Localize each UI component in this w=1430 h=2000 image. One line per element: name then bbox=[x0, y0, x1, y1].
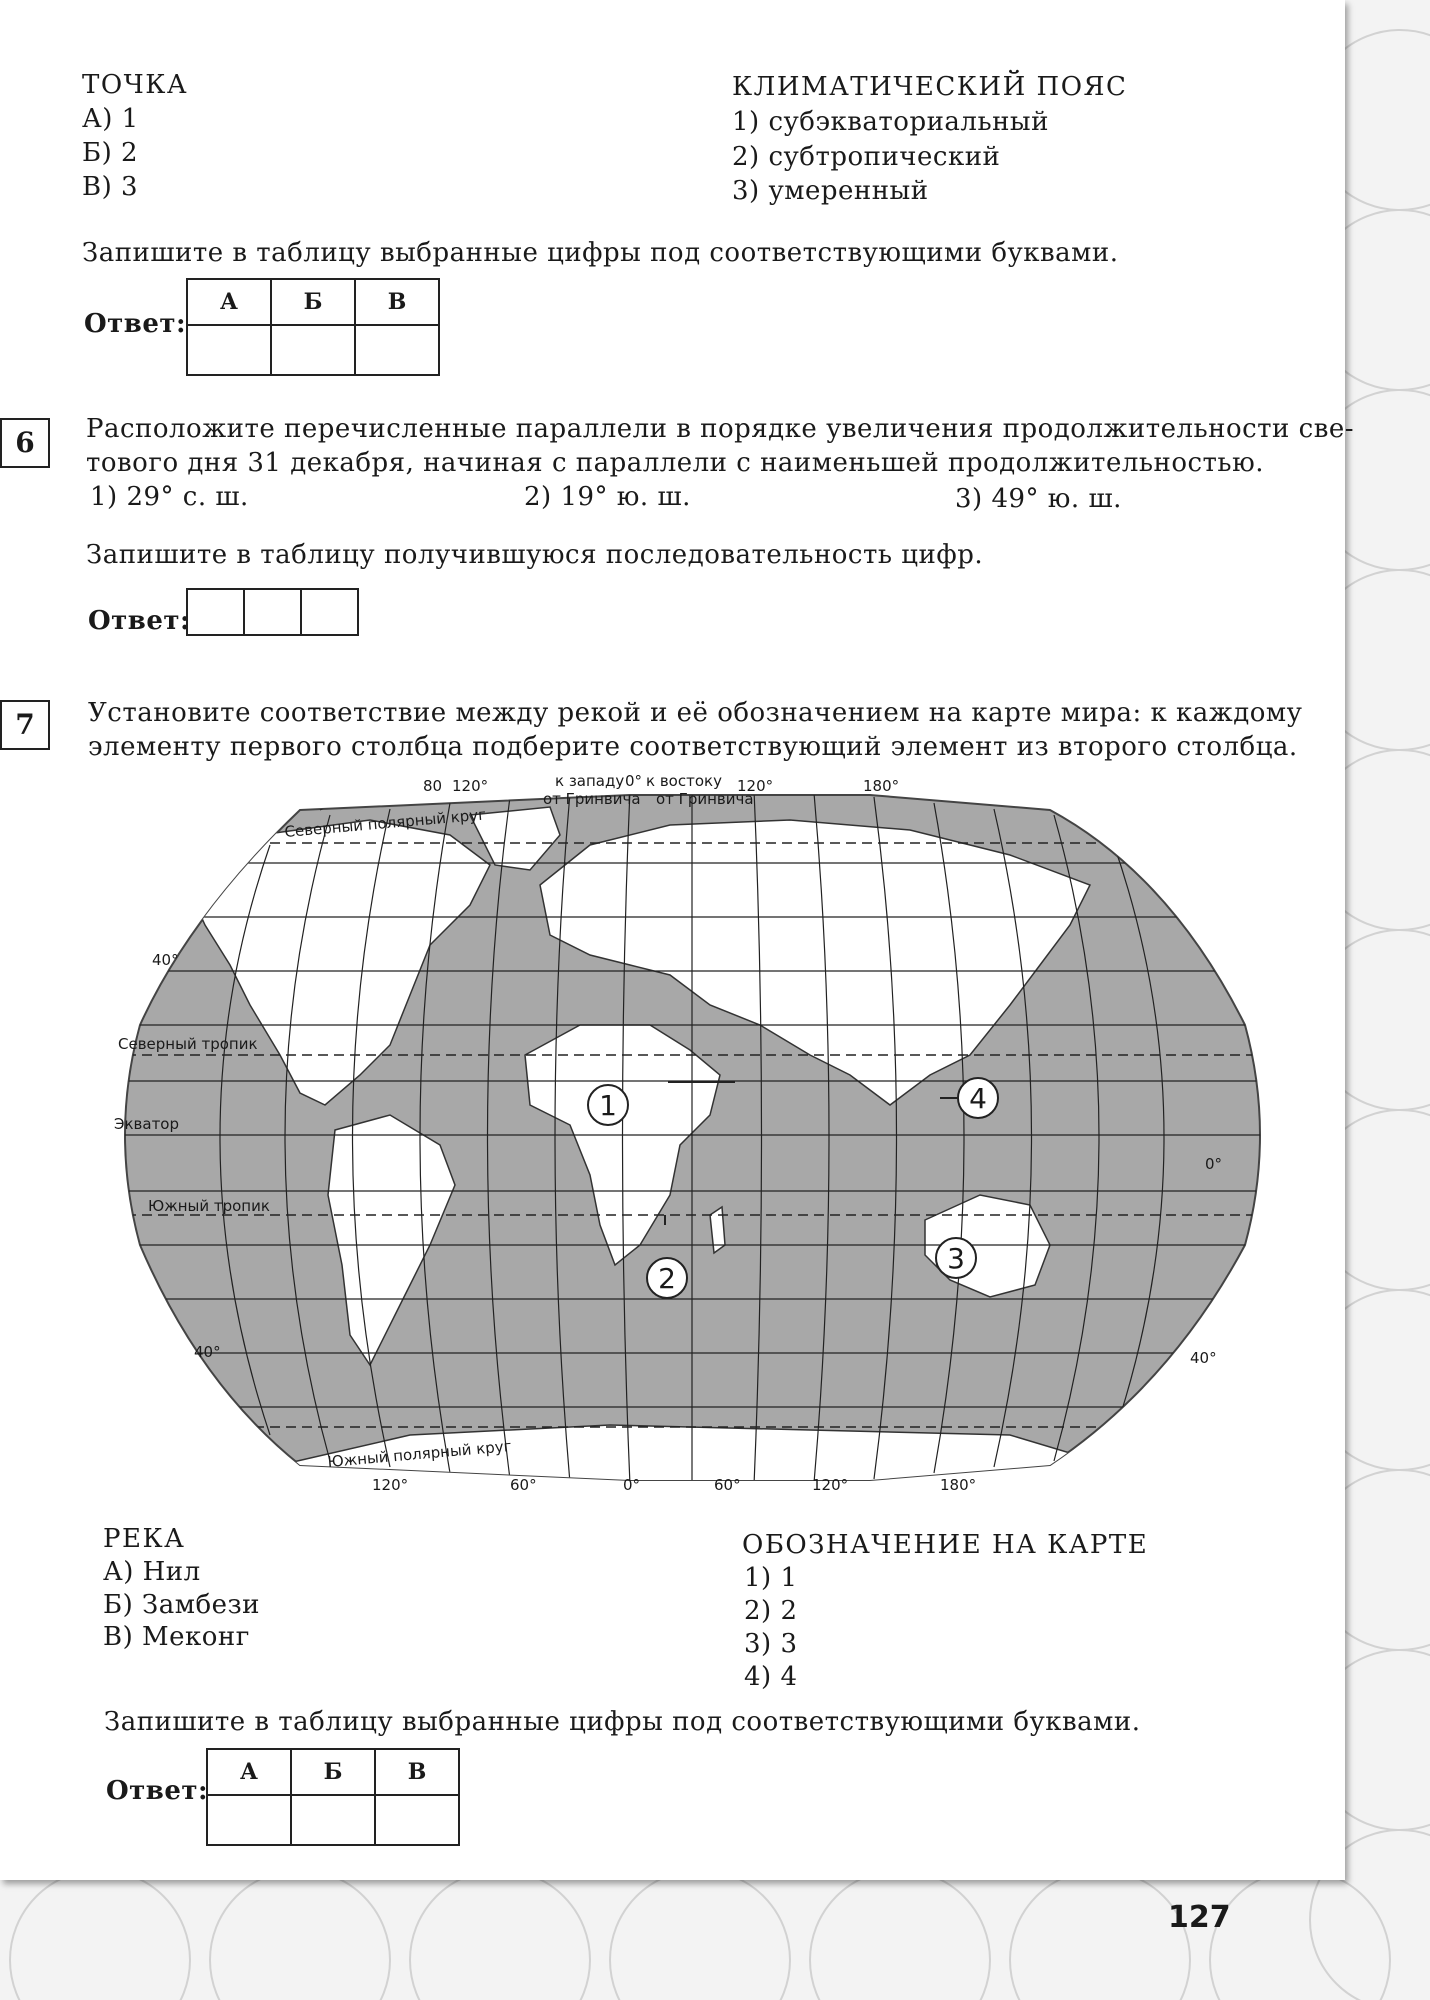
task5-answer-cell-b[interactable] bbox=[271, 325, 355, 375]
task7-col2-item-1: 1) 1 bbox=[744, 1563, 798, 1593]
task7-col1-item-a: А) Нил bbox=[103, 1557, 201, 1587]
map-top-label-east: к востоку bbox=[646, 775, 722, 790]
map-top-label-west: к западу bbox=[555, 775, 625, 790]
map-bottom-label-60w: 60° bbox=[510, 1476, 537, 1494]
task5-col2-item-3: 3) умеренный bbox=[732, 176, 929, 206]
task5-answer-header-b: Б bbox=[271, 279, 355, 325]
task7-col2-item-2: 2) 2 bbox=[744, 1596, 798, 1626]
task5-answer-label: Ответ: bbox=[84, 309, 187, 339]
map-bottom-label-0: 0° bbox=[623, 1476, 641, 1494]
task7-text-line2: элементу первого столбца подберите соответствующий элемент из второго столбца. bbox=[88, 732, 1298, 762]
page-number: 127 bbox=[1168, 1900, 1231, 1935]
task7-answer-table bbox=[206, 1748, 460, 1846]
task5-answer-cell-a[interactable] bbox=[187, 325, 271, 375]
task7-col2-header: ОБОЗНАЧЕНИЕ НА КАРТЕ bbox=[742, 1530, 1149, 1560]
map-top-label-0: 0° bbox=[625, 775, 643, 790]
map-bottom-label-120w: 120° bbox=[372, 1476, 409, 1494]
task7-answer-header-b: Б bbox=[291, 1749, 375, 1795]
map-label-zero-right: 0° bbox=[1205, 1155, 1223, 1173]
map-top-label-greenwich-w: от Гринвича bbox=[543, 790, 641, 808]
task7-col1-header: РЕКА bbox=[103, 1524, 186, 1554]
map-top-label-120e: 120° bbox=[737, 777, 774, 795]
task5-col2-item-1: 1) субэкваториальный bbox=[732, 107, 1049, 137]
task6-number: 6 bbox=[0, 418, 50, 468]
task7-number: 7 bbox=[0, 700, 50, 750]
task6-answer-cell-3[interactable] bbox=[301, 589, 358, 635]
map-label-north-tropic: Северный тропик bbox=[118, 1035, 258, 1053]
task6-option-3: 3) 49° ю. ш. bbox=[955, 484, 1122, 514]
task6-answer-cell-1[interactable] bbox=[187, 589, 244, 635]
task6-answer-cell-2[interactable] bbox=[244, 589, 301, 635]
map-label-antarctic-circle: Южный полярный круг bbox=[326, 1436, 513, 1471]
task5-answer-table bbox=[186, 278, 440, 376]
map-marker-2-label: 2 bbox=[658, 1262, 676, 1295]
task7-col2-item-4: 4) 4 bbox=[744, 1662, 798, 1692]
task5-col1-header: ТОЧКА bbox=[82, 70, 189, 100]
map-label-equator: Экватор bbox=[114, 1115, 180, 1133]
map-label-south-tropic: Южный тропик bbox=[148, 1197, 270, 1215]
map-top-label-80: 80 bbox=[423, 777, 443, 795]
task5-answer-cell-c[interactable] bbox=[355, 325, 439, 375]
task7-col1-item-c: В) Меконг bbox=[103, 1622, 250, 1652]
task7-answer-cell-c[interactable] bbox=[375, 1795, 459, 1845]
task6-instruction: Запишите в таблицу получившуюся последовательность цифр. bbox=[86, 540, 984, 570]
map-top-label-180: 180° bbox=[863, 777, 900, 795]
map-bottom-label-60e: 60° bbox=[714, 1476, 741, 1494]
map-label-arctic-circle: Северный полярный круг bbox=[283, 805, 487, 841]
map-marker-3-label: 3 bbox=[947, 1242, 965, 1275]
task5-col1-item-a: А) 1 bbox=[82, 104, 139, 134]
map-top-label-120w: 120° bbox=[452, 777, 489, 795]
map-label-lat40-north: 40° bbox=[152, 951, 179, 969]
map-label-lat40-south: 40° bbox=[194, 1343, 221, 1361]
task6-option-1: 1) 29° с. ш. bbox=[90, 482, 249, 512]
task5-instruction: Запишите в таблицу выбранные цифры под соответствующими буквами. bbox=[82, 238, 1119, 268]
map-top-label-greenwich-e: от Гринвича bbox=[656, 790, 754, 808]
task5-answer-header-a: А bbox=[187, 279, 271, 325]
map-label-lat40-south-right: 40° bbox=[1190, 1349, 1217, 1367]
task6-option-2: 2) 19° ю. ш. bbox=[524, 482, 691, 512]
task5-col2-item-2: 2) субтропический bbox=[732, 142, 1001, 172]
task7-text-line1: Установите соответствие между рекой и её обозначением на карте мира: к каждому bbox=[88, 698, 1303, 728]
map-marker-4-label: 4 bbox=[969, 1082, 987, 1115]
task7-col2-item-3: 3) 3 bbox=[744, 1629, 798, 1659]
task5-col1-item-b: Б) 2 bbox=[82, 138, 139, 168]
task6-answer-table bbox=[186, 588, 359, 636]
task5-answer-header-c: В bbox=[355, 279, 439, 325]
task7-answer-cell-b[interactable] bbox=[291, 1795, 375, 1845]
task6-text-line2: тового дня 31 декабря, начиная с параллели с наименьшей продолжительностью. bbox=[86, 448, 1264, 478]
task7-answer-header-a: А bbox=[207, 1749, 291, 1795]
task7-answer-header-c: В bbox=[375, 1749, 459, 1795]
world-map bbox=[110, 775, 1275, 1500]
task7-col1-item-b: Б) Замбези bbox=[103, 1590, 260, 1620]
map-marker-1-label: 1 bbox=[599, 1089, 617, 1122]
task5-col2-header: КЛИМАТИЧЕСКИЙ ПОЯС bbox=[732, 72, 1128, 102]
task6-text-line1: Расположите перечисленные параллели в порядке увеличения продолжительности све- bbox=[86, 414, 1355, 444]
map-bottom-label-180: 180° bbox=[940, 1476, 977, 1494]
task7-answer-label: Ответ: bbox=[106, 1776, 209, 1806]
map-bottom-label-120e: 120° bbox=[812, 1476, 849, 1494]
task5-col1-item-c: В) 3 bbox=[82, 172, 139, 202]
task7-instruction: Запишите в таблицу выбранные цифры под соответствующими буквами. bbox=[104, 1707, 1141, 1737]
task6-answer-label: Ответ: bbox=[88, 606, 191, 636]
task7-answer-cell-a[interactable] bbox=[207, 1795, 291, 1845]
